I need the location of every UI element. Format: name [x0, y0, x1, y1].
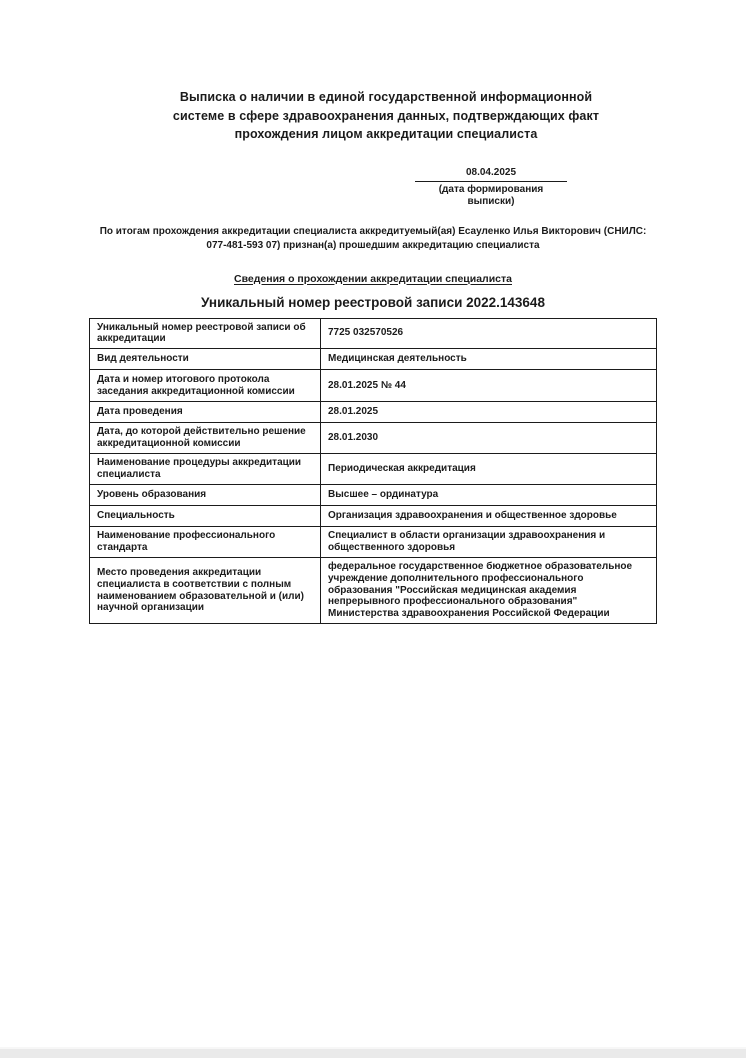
document-title-line-3: прохождения лицом аккредитации специалиста: [234, 127, 538, 141]
table-row: [90, 349, 657, 370]
document-title-line-1: Выписка о наличии в единой государственной информационной: [179, 90, 593, 104]
registry-number-heading: Уникальный номер реестровой записи 2022.143648: [201, 294, 545, 310]
row-value: 28.01.2025 № 44: [321, 370, 657, 402]
row-label: Место проведения аккредитации специалиста в соответствии с полным наименованием образовательной и (или) научной организации: [90, 558, 321, 624]
row-value: Специалист в области организации здравоохранения и общественного здоровья: [321, 527, 657, 558]
table-row: [90, 423, 657, 454]
section-heading: Сведения о прохождении аккредитации специалиста: [234, 272, 512, 285]
row-value: 28.01.2030: [321, 423, 657, 454]
row-label: Уникальный номер реестровой записи об аккредитации: [90, 318, 321, 349]
issue-date-block: [415, 167, 567, 208]
row-label: Вид деятельности: [90, 349, 321, 370]
document-title: [26, 88, 746, 144]
table-row: [90, 506, 657, 527]
accreditation-table: [89, 318, 657, 625]
row-label: Наименование профессионального стандарта: [90, 527, 321, 558]
table-row: [90, 454, 657, 485]
row-label: Наименование процедуры аккредитации специалиста: [90, 454, 321, 485]
issue-date-caption: (дата формирования выписки): [438, 183, 544, 207]
row-label: Дата, до которой действительно решение аккредитационной комиссии: [90, 423, 321, 454]
row-value: Медицинская деятельность: [321, 349, 657, 370]
table-row: [90, 485, 657, 506]
issue-date: 08.04.2025: [415, 167, 567, 182]
row-value: федеральное государственное бюджетное образовательное учреждение дополнительного профессионального образования "Российская медицинская академия непрерывного профессионального образования" Министерства здравоохранения Российской Федерации: [321, 558, 657, 624]
table-row: [90, 527, 657, 558]
row-value: Периодическая аккредитация: [321, 454, 657, 485]
row-label: Специальность: [90, 506, 321, 527]
table-row: [90, 558, 657, 624]
row-value: 7725 032570526: [321, 318, 657, 349]
row-value: Организация здравоохранения и общественное здоровье: [321, 506, 657, 527]
intro-paragraph: По итогам прохождения аккредитации специалиста аккредитуемый(ая) Есауленко Илья Викторович (СНИЛС: 077-481-593 07) признан(а) прошедшим аккредитацию специалиста: [99, 225, 647, 251]
table-row: [90, 370, 657, 402]
table-row: [90, 318, 657, 349]
table-row: [90, 402, 657, 423]
row-value: 28.01.2025: [321, 402, 657, 423]
row-value: Высшее – ординатура: [321, 485, 657, 506]
row-label: Дата и номер итогового протокола заседания аккредитационной комиссии: [90, 370, 321, 402]
viewer-bottom-bar: [0, 1047, 746, 1058]
document-title-line-2: системе в сфере здравоохранения данных, подтверждающих факт: [172, 108, 600, 123]
row-label: Дата проведения: [90, 402, 321, 423]
row-label: Уровень образования: [90, 485, 321, 506]
